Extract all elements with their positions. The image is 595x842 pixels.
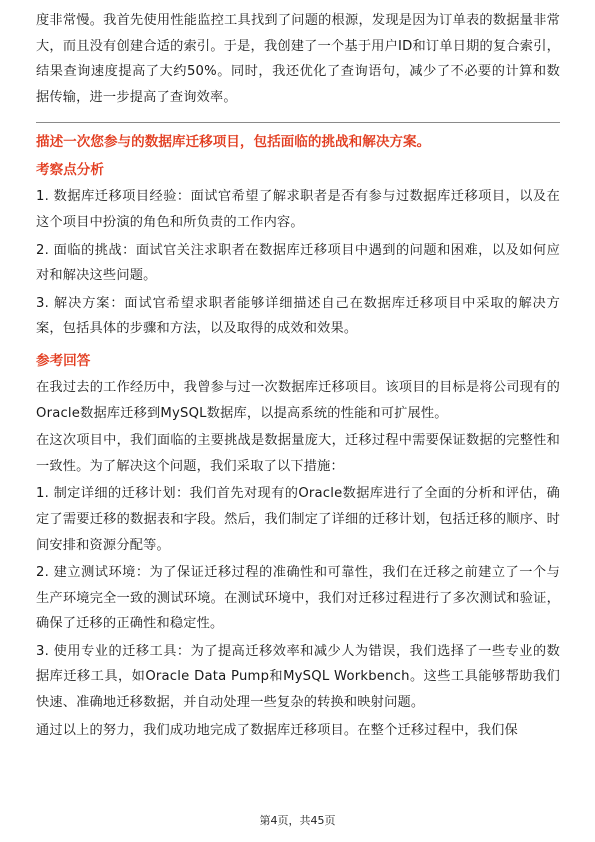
analysis-title: 考察点分析 — [36, 162, 104, 179]
answer-paragraph: 在这次项目中，我们面临的主要挑战是数据量庞大，迁移过程中需要保证数据的完整性和一致性。为了解决这个问题，我们采取了以下措施： — [36, 433, 560, 474]
question-heading: 描述一次您参与的数据库迁移项目，包括面临的挑战和解决方案。 — [36, 134, 431, 151]
analysis-item: 1. 数据库迁移项目经验：面试官希望了解求职者是否有参与过数据库迁移项目，以及在这个项目中扮演的角色和所负责的工作内容。 — [36, 189, 560, 230]
answer-paragraph: 2. 建立测试环境：为了保证迁移过程的准确性和可靠性，我们在迁移之前建立了一个与生产环境完全一致的测试环境。在测试环境中，我们对迁移过程进行了多次测试和验证，确保了迁移的正确性和稳定性。 — [36, 565, 560, 632]
intro-paragraph: 度非常慢。我首先使用性能监控工具找到了问题的根源，发现是因为订单表的数据量非常大，而且没有创建合适的索引。于是，我创建了一个基于用户ID和订单日期的复合索引，结果查询速度提高了大约50%。同时，我还优化了查询语句，减少了不必要的计算和数据传输，进一步提高了查询效率。 — [36, 13, 560, 105]
answer-paragraph: 在我过去的工作经历中，我曾参与过一次数据库迁移项目。该项目的目标是将公司现有的Oracle数据库迁移到MySQL数据库，以提高系统的性能和可扩展性。 — [36, 379, 560, 421]
section-divider — [36, 122, 560, 123]
page-footer: 第4页，共45页 — [259, 814, 336, 827]
analysis-item: 3. 解决方案：面试官希望求职者能够详细描述自己在数据库迁移项目中采取的解决方案，包括具体的步骤和方法，以及取得的成效和效果。 — [36, 295, 560, 337]
answer-title: 参考回答 — [36, 352, 91, 369]
answer-paragraph: 通过以上的努力，我们成功地完成了数据库迁移项目。在整个迁移过程中，我们保 — [36, 722, 518, 738]
document-page — [36, 8, 560, 743]
spacer — [36, 342, 560, 346]
answer-paragraph: 3. 使用专业的迁移工具：为了提高迁移效率和减少人为错误，我们选择了一些专业的数据库迁移工具，如Oracle Data Pump和MySQL Workbench。这些工具能够帮助我们快速、准确地迁移数据，并自动处理一些复杂的转换和映射问题。 — [36, 643, 560, 711]
analysis-item: 2. 面临的挑战：面试官关注求职者在数据库迁移项目中遇到的问题和困难，以及如何应对和解决这些问题。 — [36, 242, 560, 284]
answer-paragraph: 1. 制定详细的迁移计划：我们首先对现有的Oracle数据库进行了全面的分析和评估，确定了需要迁移的数据表和字段。然后，我们制定了详细的迁移计划，包括迁移的顺序、时间安排和资源分配等。 — [36, 486, 560, 553]
